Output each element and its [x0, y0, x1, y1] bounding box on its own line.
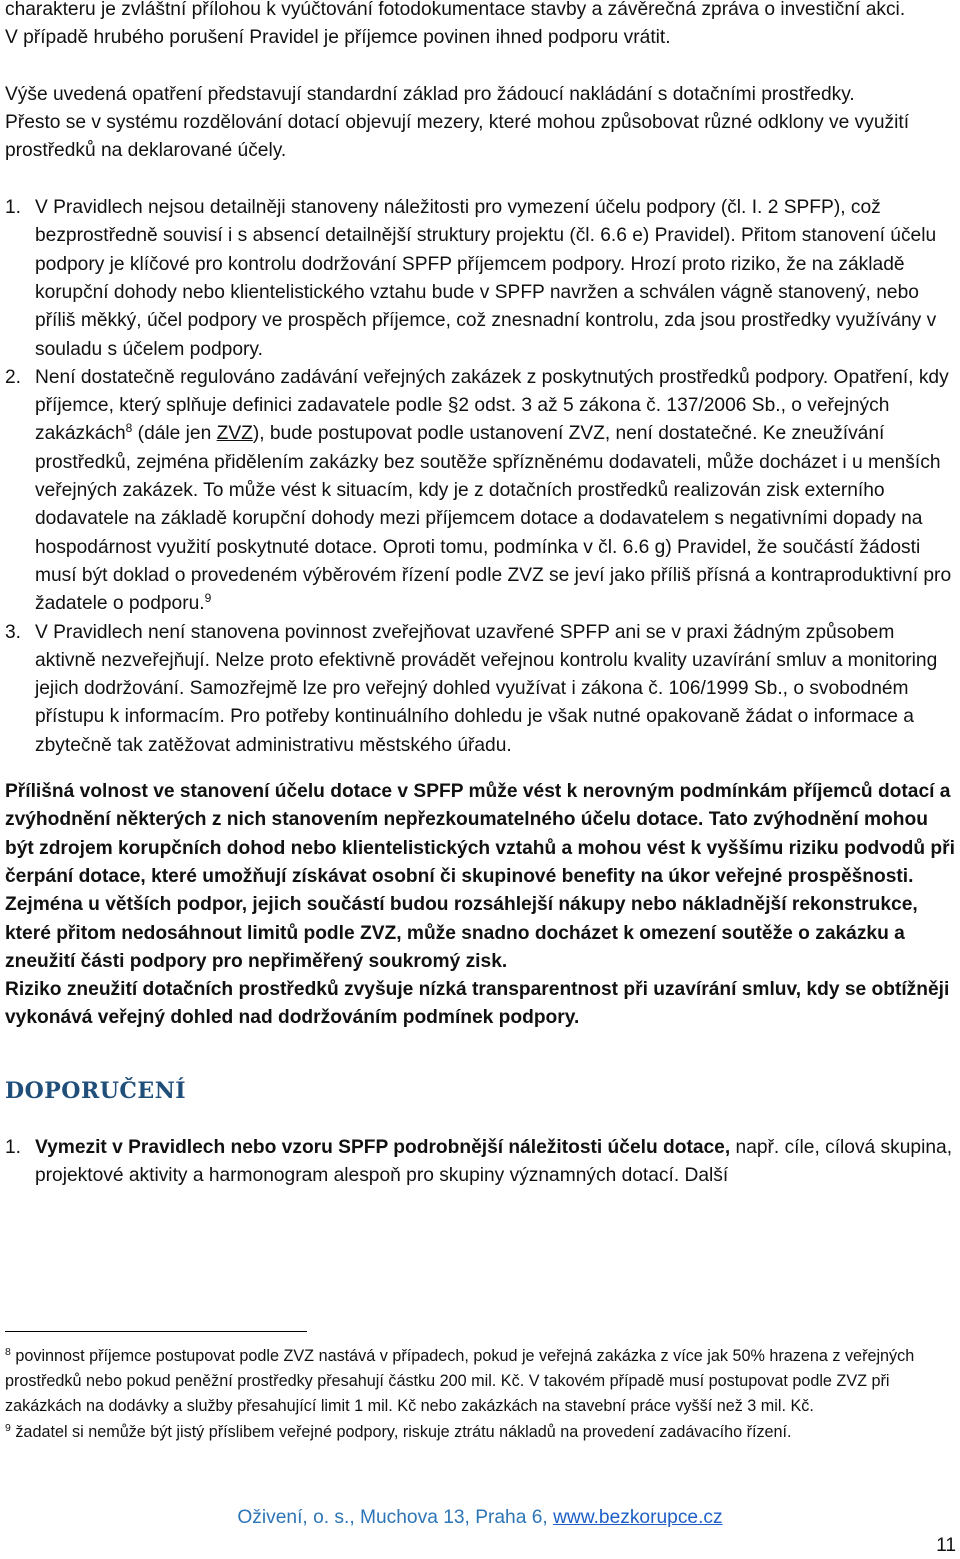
list-item-number: 3.	[5, 621, 22, 643]
intro-paragraph-2: V případě hrubého porušení Pravidel je příjemce povinen ihned podporu vrátit.	[5, 27, 671, 49]
page-footer	[0, 1505, 960, 1531]
list-item-number: 1.	[5, 197, 22, 219]
list-item	[5, 364, 957, 619]
footer-organization: Oživení, o. s., Muchova 13, Praha 6,	[237, 1507, 554, 1528]
warning-paragraph: Zejména u větších podpor, jejich součástí budou rozsáhlejší nákupy nebo nákladnější rekonstrukce, které přitom nedosáhnout limitů podle ZVZ, může snadno docházet k omezení soutěže o zakázku a zneužití části podpory pro nepřiměřený soukromý zisk.	[5, 894, 918, 972]
footnote-reference[interactable]: 8	[125, 421, 133, 436]
list-item-number: 1.	[5, 1136, 22, 1158]
list-item-text: ), bude postupovat podle ustanovení ZVZ, není dostatečné. Ke zneužívání prostředků, zejména přidělením zakázky bez soutěže spřízněnému dodavateli, může docházet i u menších veřejných zakázek. To může vést k situacím, kdy je z dotačních prostředků realizován zisk externího dodavatele na základě korupční dohody mezi příjemcem dotace a dodavatelem s negativními dopady na hospodárnost využití poskytnuté dotace. Oproti tomu, podmínka v čl. 6.6 g) Pravidel, že součástí žádosti musí být doklad o provedeném výběrovém řízení podle ZVZ se jeví jako příliš přísná a kontraproduktivní pro žadatele o podporu.	[35, 423, 952, 615]
issues-list	[5, 194, 957, 760]
footnote	[5, 1344, 960, 1420]
list-item-text: (dále jen	[132, 423, 217, 445]
list-item-number: 2.	[5, 366, 22, 388]
footnote-text: žadatel si nemůže být jistý příslibem veřejné podpory, riskuje ztrátu nákladů na provedení zadávacího řízení.	[10, 1422, 792, 1441]
recommendation-title: Vymezit v Pravidlech nebo vzoru SPFP podrobnější náležitosti účelu dotace,	[35, 1136, 731, 1158]
footnote-number: 8	[5, 1346, 11, 1358]
list-item	[5, 194, 957, 364]
document-page	[5, 0, 957, 1190]
list-item-text: V Pravidlech nejsou detailněji stanoveny náležitosti pro vymezení účelu podpory (čl. I. 2 SPFP), což bezprostředně souvisí i s absencí detailnější struktury projektu (čl. 6.6 e) Pravidel). Přitom stanovení účelu podpory je klíčové pro kontrolu dodržování SPFP příjemcem podpory. Hrozí proto riziko, že na základě korupční dohody nebo klientelistického vztahu bude v SPFP navržen a schválen vágně stanovený, nebo příliš měkký, účel podpory ve prospěch příjemce, což znesnadní kontrolu, zda jsou prostředky využívány v souladu s účelem podpory.	[35, 197, 937, 360]
list-item	[5, 1134, 957, 1191]
list-item	[5, 619, 957, 760]
footer-link[interactable]: www.bezkorupce.cz	[553, 1507, 723, 1528]
list-item-text: např. cíle, cílová skupina, projektové aktivity a harmonogram alespoň pro skupiny významných dotací. Další	[35, 1136, 953, 1186]
warning-paragraph: Přílišná volnost ve stanovení účelu dotace v SPFP může vést k nerovným podmínkám příjemců dotací a zvýhodnění některých z nich stanovením nepřezkoumatelného účelu dotace. Tato zvýhodnění mohou být zdrojem korupčních dohod nebo klientelistických vztahů a mohou vést k vyššímu riziku podvodů při čerpání dotace, které umožňují získávat osobní či skupinové benefity na úkor veřejné prospěšnosti.	[5, 781, 955, 887]
warning-block	[5, 778, 957, 1033]
intro-paragraph-3b: Přesto se v systému rozdělování dotací objevují mezery, které mohou způsobovat různé odklony ve využití prostředků na deklarované účely.	[5, 112, 910, 162]
section-heading: DOPORUČENÍ	[5, 1077, 187, 1104]
intro-paragraph-1: charakteru je zvláštní přílohou k vyúčtování fotodokumentace stavby a závěrečná zpráva o investiční akci.	[5, 0, 906, 20]
footnote	[5, 1420, 960, 1445]
footnotes	[5, 1344, 960, 1445]
footnote-reference[interactable]: 9	[204, 591, 212, 606]
page-number: 11	[936, 1535, 956, 1556]
footnote-number: 9	[5, 1421, 11, 1434]
footnote-separator	[5, 1331, 307, 1332]
abbreviation: ZVZ	[216, 423, 253, 445]
list-item-text: V Pravidlech není stanovena povinnost zveřejňovat uzavřené SPFP ani se v praxi žádným způsobem aktivně nezveřejňují. Nelze proto efektivně provádět veřejnou kontrolu kvality uzavírání smluv a monitoring jejich dodržování. Samozřejmě lze pro veřejný dohled využívat i zákona č. 106/1999 Sb., o svobodném přístupu k informacím. Pro potřeby kontinuálního dohledu je však nutné opakovaně žádat o informace a zbytečně tak zatěžovat administrativu městského úřadu.	[35, 621, 938, 756]
footnote-text: povinnost příjemce postupovat podle ZVZ nastává v případech, pokud je veřejná zakázka z více jak 50% hrazena z veřejných prostředků nebo pokud peněžní prostředky přesahují částku 200 mil. Kč. V takovém případě musí postupovat podle ZVZ při zakázkách na dodávky a služby přesahující limit 1 mil. Kč nebo zakázkách na stavební práce vyšší než 3 mil. Kč.	[5, 1347, 915, 1416]
warning-paragraph: Riziko zneužití dotačních prostředků zvyšuje nízká transparentnost při uzavírání smluv, kdy se obtížněji vykonává veřejný dohled nad dodržováním podmínek podpory.	[5, 979, 950, 1029]
intro-paragraph-3a: Výše uvedená opatření představují standardní základ pro žádoucí nakládání s dotačními prostředky.	[5, 83, 855, 105]
recommendations-list	[5, 1134, 957, 1191]
list-item-text: Není dostatečně regulováno zadávání veřejných zakázek z poskytnutých prostředků podpory. Opatření, kdy příjemce, který splňuje definici zadavatele podle §2 odst. 3 až 5 zákona č. 137/2006 Sb., o veřejných zakázkách	[35, 366, 949, 445]
